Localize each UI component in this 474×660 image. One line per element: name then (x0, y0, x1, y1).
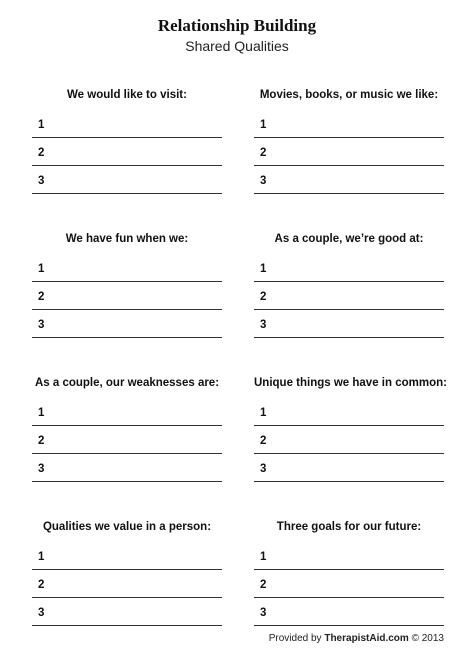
line-number: 2 (38, 147, 45, 159)
line-number: 2 (260, 147, 267, 159)
answer-field[interactable] (54, 282, 222, 309)
line-number: 1 (260, 407, 267, 419)
line-number: 2 (260, 579, 267, 591)
answer-line[interactable] (32, 254, 222, 282)
answer-line[interactable] (32, 166, 222, 194)
answer-field[interactable] (276, 282, 444, 309)
answer-field[interactable] (54, 454, 222, 481)
answer-line[interactable] (254, 254, 444, 282)
sections-grid (32, 88, 447, 626)
line-number: 1 (260, 551, 267, 563)
section-heading: We would like to visit: (67, 89, 187, 101)
answer-line[interactable] (254, 398, 444, 426)
answer-field[interactable] (54, 542, 222, 569)
answer-line[interactable] (32, 542, 222, 570)
line-number: 2 (38, 579, 45, 591)
answer-line[interactable] (32, 398, 222, 426)
section-weaknesses (32, 376, 222, 482)
line-number: 1 (38, 551, 45, 563)
section-visit (32, 88, 222, 194)
answer-field[interactable] (276, 310, 444, 337)
section-media (254, 88, 444, 194)
answer-field[interactable] (276, 138, 444, 165)
line-number: 3 (38, 175, 45, 187)
footer-prefix: Provided by (268, 633, 322, 644)
answer-line[interactable] (32, 310, 222, 338)
answer-field[interactable] (276, 426, 444, 453)
answer-field[interactable] (276, 598, 444, 625)
answer-line[interactable] (254, 282, 444, 310)
line-number: 2 (260, 291, 267, 303)
section-heading: We have fun when we: (65, 233, 189, 245)
line-number: 3 (260, 463, 267, 475)
answer-field[interactable] (54, 598, 222, 625)
answer-line[interactable] (254, 542, 444, 570)
answer-field[interactable] (276, 454, 444, 481)
line-number: 3 (38, 319, 45, 331)
page-subtitle: Shared Qualities (185, 38, 289, 54)
answer-field[interactable] (276, 398, 444, 425)
answer-line[interactable] (32, 138, 222, 166)
answer-line[interactable] (254, 310, 444, 338)
answer-line[interactable] (254, 110, 444, 138)
section-values (32, 520, 222, 626)
answer-field[interactable] (54, 110, 222, 137)
line-number: 3 (38, 463, 45, 475)
line-number: 1 (260, 119, 267, 131)
answer-line[interactable] (254, 598, 444, 626)
answer-field[interactable] (54, 138, 222, 165)
section-fun (32, 232, 222, 338)
line-number: 3 (260, 319, 267, 331)
line-number: 2 (38, 435, 45, 447)
footer-brand: TherapistAid.com (324, 633, 409, 644)
answer-line[interactable] (32, 282, 222, 310)
answer-line[interactable] (32, 570, 222, 598)
section-heading: Qualities we value in a person: (42, 521, 212, 533)
answer-field[interactable] (276, 570, 444, 597)
line-number: 1 (38, 119, 45, 131)
answer-line[interactable] (32, 598, 222, 626)
answer-field[interactable] (54, 166, 222, 193)
worksheet-header (0, 16, 474, 55)
answer-line[interactable] (32, 110, 222, 138)
answer-field[interactable] (54, 310, 222, 337)
answer-field[interactable] (54, 570, 222, 597)
line-number: 2 (38, 291, 45, 303)
footer-credit (269, 633, 444, 645)
answer-field[interactable] (276, 542, 444, 569)
line-number: 1 (38, 407, 45, 419)
line-number: 2 (260, 435, 267, 447)
page-title: Relationship Building (157, 16, 317, 35)
answer-field[interactable] (54, 426, 222, 453)
line-number: 1 (38, 263, 45, 275)
answer-field[interactable] (276, 254, 444, 281)
answer-line[interactable] (32, 454, 222, 482)
section-heading: As a couple, our weaknesses are: (34, 377, 220, 389)
section-heading: Movies, books, or music we like: (259, 89, 439, 101)
line-number: 3 (38, 607, 45, 619)
answer-line[interactable] (32, 426, 222, 454)
section-heading: Unique things we have in common: (254, 377, 447, 389)
line-number: 3 (260, 607, 267, 619)
answer-line[interactable] (254, 166, 444, 194)
line-number: 3 (260, 175, 267, 187)
answer-field[interactable] (54, 398, 222, 425)
answer-line[interactable] (254, 570, 444, 598)
answer-field[interactable] (54, 254, 222, 281)
answer-field[interactable] (276, 110, 444, 137)
answer-line[interactable] (254, 426, 444, 454)
answer-field[interactable] (276, 166, 444, 193)
section-strengths (254, 232, 444, 338)
line-number: 1 (260, 263, 267, 275)
section-goals (254, 520, 444, 626)
answer-line[interactable] (254, 454, 444, 482)
section-heading: As a couple, we’re good at: (274, 233, 424, 245)
section-common (254, 376, 447, 482)
footer-copyright: © 2013 (411, 633, 444, 644)
answer-line[interactable] (254, 138, 444, 166)
section-heading: Three goals for our future: (276, 521, 422, 533)
